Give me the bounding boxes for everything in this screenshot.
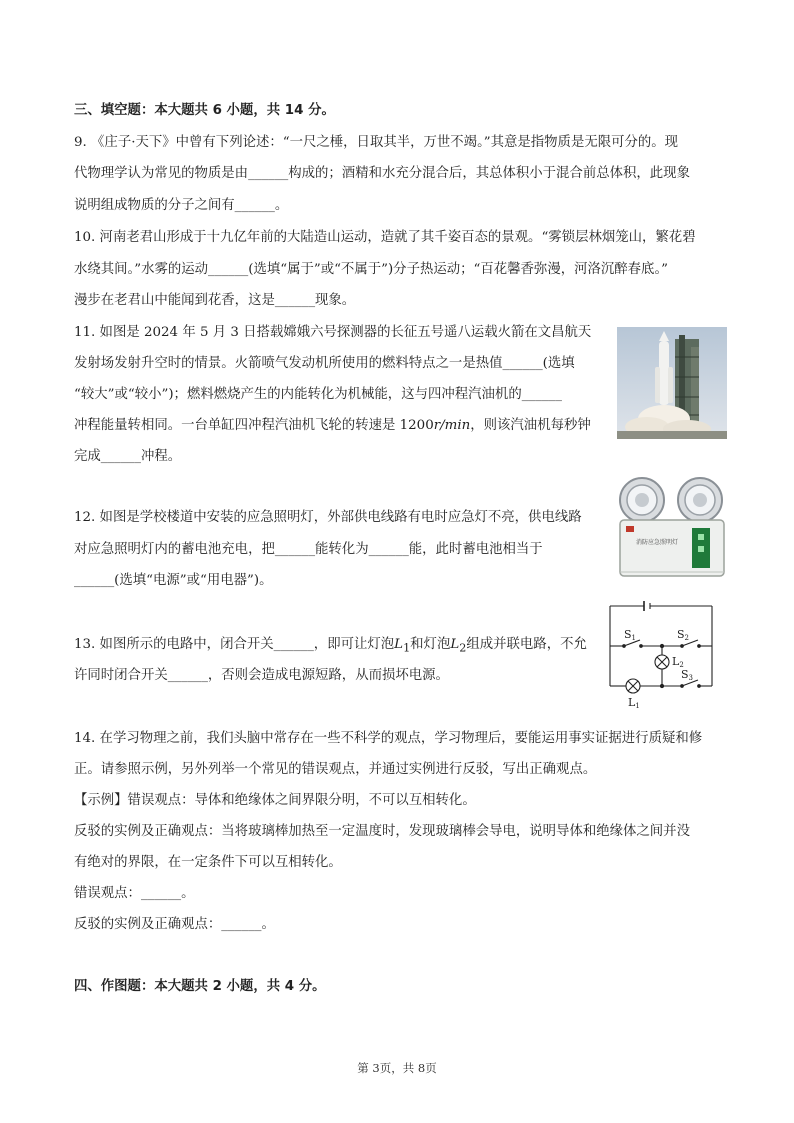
switch-s1-label: S1: [624, 628, 637, 642]
q9-line-1: 9. 《庄子·天下》中曾有下列论述：“一尺之棰，日取其半，万世不竭。”其意是指物质是无限可分的。现: [74, 135, 679, 150]
q13-line-2: 许同时闭合开关______，否则会造成电源短路，从而损坏电源。: [74, 668, 449, 683]
page-footer: 第 3页，共 8页: [357, 1061, 437, 1075]
q14-example: 【示例】错误观点：导体和绝缘体之间界限分明，不可以互相转化。: [74, 793, 476, 808]
q12-line-2: 对应急照明灯内的蓄电池充电，把______能转化为______能，此时蓄电池相当于: [74, 542, 543, 557]
switch-s3-label: S3: [681, 668, 694, 682]
lamp-l1-label: L1: [628, 696, 640, 710]
q10-line-1: 10. 河南老君山形成于十九亿年前的大陆造山运动，造就了其千姿百态的景观。“雾锁层林烟笼山，繁花碧: [74, 230, 696, 245]
q14-line-4: 反驳的实例及正确观点：当将玻璃棒加热至一定温度时，发现玻璃棒会导电，说明导体和绝缘体之间并没: [74, 824, 690, 839]
q10-line-2: 水绕其间。”水雾的运动______(选填“属于”或“不属于”)分子热运动；“百花馨香弥漫，河洛沉醉春底。”: [74, 262, 668, 277]
switch-s2-label: S2: [677, 628, 690, 642]
q14-line-2: 正。请参照示例，另外列举一个常见的错误观点，并通过实例进行反驳，写出正确观点。: [74, 762, 597, 777]
q9-line-3: 说明组成物质的分子之间有______。: [74, 198, 289, 213]
q11-line-1: 11. 如图是 2024 年 5 月 3 日搭载嫦娥六号探测器的长征五号遥八运载火箭在文昌航天: [74, 325, 592, 340]
q14-rebuttal-blank: 反驳的实例及正确观点：______。: [74, 917, 275, 932]
section-4-title: 四、作图题：本大题共 2 小题，共 4 分。: [74, 979, 326, 994]
bulb-l2-symbol: L: [450, 637, 460, 652]
q13-line-1b: 和灯泡: [410, 637, 451, 652]
q11-line-2: 发射场发射升空时的情景。火箭喷气发动机所使用的燃料特点之一是热值______(选填: [74, 356, 575, 371]
bulb-l2-subscript: 2: [459, 641, 467, 655]
q14-line-5: 有绝对的界限，在一定条件下可以互相转化。: [74, 855, 342, 870]
q13-line-1: [74, 635, 587, 659]
section-3-title: 三、填空题：本大题共 6 小题，共 14 分。: [74, 103, 335, 118]
lamp-l2-label: L2: [672, 655, 684, 669]
q11-line-5: 完成______冲程。: [74, 449, 182, 464]
circuit-diagram: [602, 600, 718, 710]
q10-line-3: 漫步在老君山中能闻到花香，这是______现象。: [74, 293, 356, 308]
q14-line-1: 14. 在学习物理之前，我们头脑中常存在一些不科学的观点，学习物理后，要能运用事实证据进行质疑和修: [74, 731, 703, 746]
q13-line-1a: 13. 如图所示的电路中，闭合开关______，即可让灯泡: [74, 637, 395, 652]
q11-line-4a: 冲程能量转相同。一台单缸四冲程汽油机飞轮的转速是 1200: [74, 418, 434, 433]
q11-line-4: [74, 416, 591, 436]
q13-line-1c: 组成并联电路，不允: [466, 637, 587, 652]
q9-line-2: 代物理学认为常见的物质是由______构成的；酒精和水充分混合后，其总体积小于混合前总体积，此现象: [74, 166, 690, 181]
q14-wrong-view-blank: 错误观点：______。: [74, 886, 195, 901]
rocket-launch-photo: [617, 327, 727, 439]
bulb-l1-symbol: L: [394, 637, 404, 652]
lamp-panel-label: 消防应急照明灯: [636, 539, 679, 546]
bulb-l1-subscript: 1: [403, 641, 411, 655]
q12-line-1: 12. 如图是学校楼道中安装的应急照明灯，外部供电线路有电时应急灯不亮，供电线路: [74, 510, 582, 525]
q11-line-4b: ，则该汽油机每秒钟: [470, 418, 591, 433]
q12-line-3: ______(选填“电源”或“用电器”)。: [74, 573, 273, 588]
rpm-unit: r/min: [433, 418, 471, 433]
emergency-light-photo: [614, 476, 730, 580]
q11-line-3: “较大”或“较小”)；燃料燃烧产生的内能转化为机械能，这与四冲程汽油机的______: [74, 387, 562, 402]
